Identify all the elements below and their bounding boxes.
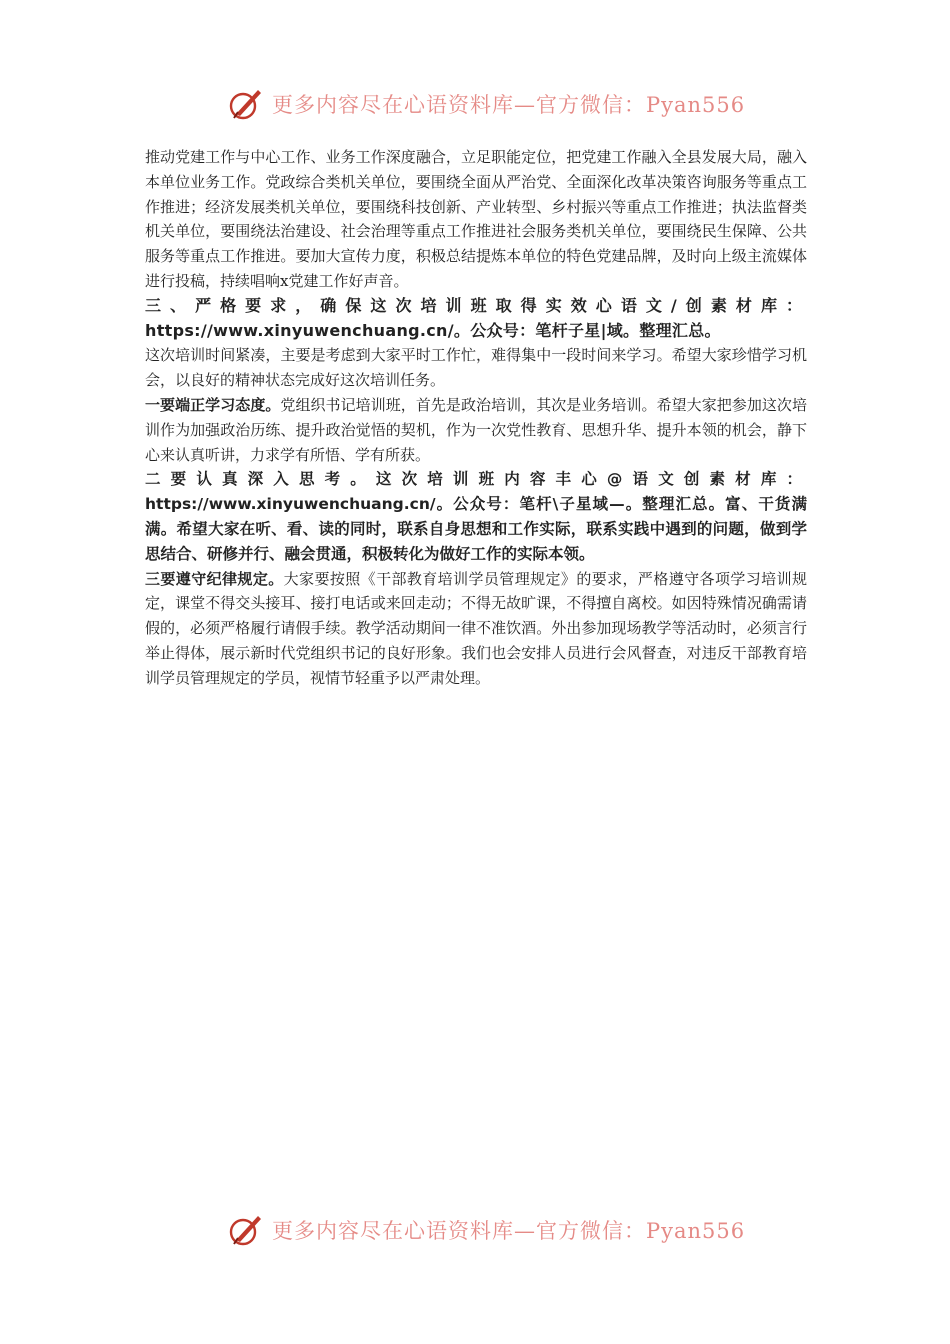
paragraph-training-intro: 这次培训时间紧凑，主要是考虑到大家平时工作忙，难得集中一段时间来学习。希望大家珍惜学习机会，以良好的精神状态完成好这次培训任务。 (145, 346, 807, 390)
paragraph-attitude-lead: 一要端正学习态度。 (145, 395, 281, 414)
paragraph-attitude-text: 党组织书记培训班，首先是政治培训，其次是业务培训。希望大家把参加这次培训作为加强政治历练、提升政治觉悟的契机，作为一次党性教育、思想升华、提升本领的机会，静下心来认真听讲，力求学有所悟、学有所获。 (145, 395, 807, 464)
quill-logo-icon (228, 1212, 264, 1248)
paragraph-discipline-lead: 三要遵守纪律规定。 (145, 569, 284, 588)
quill-logo-icon (228, 86, 264, 122)
header-banner (228, 84, 745, 124)
section-heading-three (145, 294, 807, 344)
paragraph-attitude (145, 393, 807, 467)
document-body (145, 145, 807, 691)
paragraph-party-building: 推动党建工作与中心工作、业务工作深度融合，立足职能定位，把党建工作融入全县发展大局，融入本单位业务工作。党政综合类机关单位，要围绕全面从严治党、全面深化改革决策咨询服务等重点工作推进；经济发展类机关单位，要围绕科技创新、产业转型、乡村振兴等重点工作推进；执法监督类机关单位，要围绕法治建设、社会治理等重点工作推进社会服务类机关单位，要围绕民生保障、公共服务等重点工作推进。要加大宣传力度，积极总结提炼本单位的特色党建品牌，及时向上级主流媒体进行投稿，持续唱响x党建工作好声音。 (145, 148, 807, 290)
paragraph-thinking-text: https://www.xinyuwenchuang.cn/。公众号：笔杆\子星域—。整理汇总。富、干货满满。希望大家在听、看、读的同时，联系自身思想和工作实际，联系实践中遇到的问题，做到学思结合、研修并行、融会贯通，积极转化为做好工作的实际本领。 (145, 495, 807, 563)
section-heading-link: https://www.xinyuwenchuang.cn/。公众号：笔杆子星|域。整理汇总。 (145, 320, 721, 340)
paragraph-discipline (145, 567, 807, 691)
header-banner-text: 更多内容尽在心语资料库—官方微信：Pyan556 (272, 93, 746, 117)
footer-banner (228, 1210, 745, 1250)
footer-banner-text: 更多内容尽在心语资料库—官方微信：Pyan556 (272, 1219, 746, 1243)
paragraph-thinking-lead: 二要认真深入思考。这次培训班内容丰心@语文创素材库： (145, 470, 807, 489)
section-heading-title: 三、严格要求，确保这次培训班取得实效心语文/创素材库： (145, 295, 807, 315)
paragraph-thinking (145, 467, 807, 566)
paragraph-discipline-text: 大家要按照《干部教育培训学员管理规定》的要求，严格遵守各项学习培训规定，课堂不得交头接耳、接打电话或来回走动；不得无故旷课，不得擅自离校。如因特殊情况确需请假的，必须严格履行请假手续。教学活动期间一律不准饮酒。外出参加现场教学等活动时，必须言行举止得体，展示新时代党组织书记的良好形象。我们也会安排人员进行会风督查，对违反干部教育培训学员管理规定的学员，视情节轻重予以严肃处理。 (145, 569, 807, 687)
